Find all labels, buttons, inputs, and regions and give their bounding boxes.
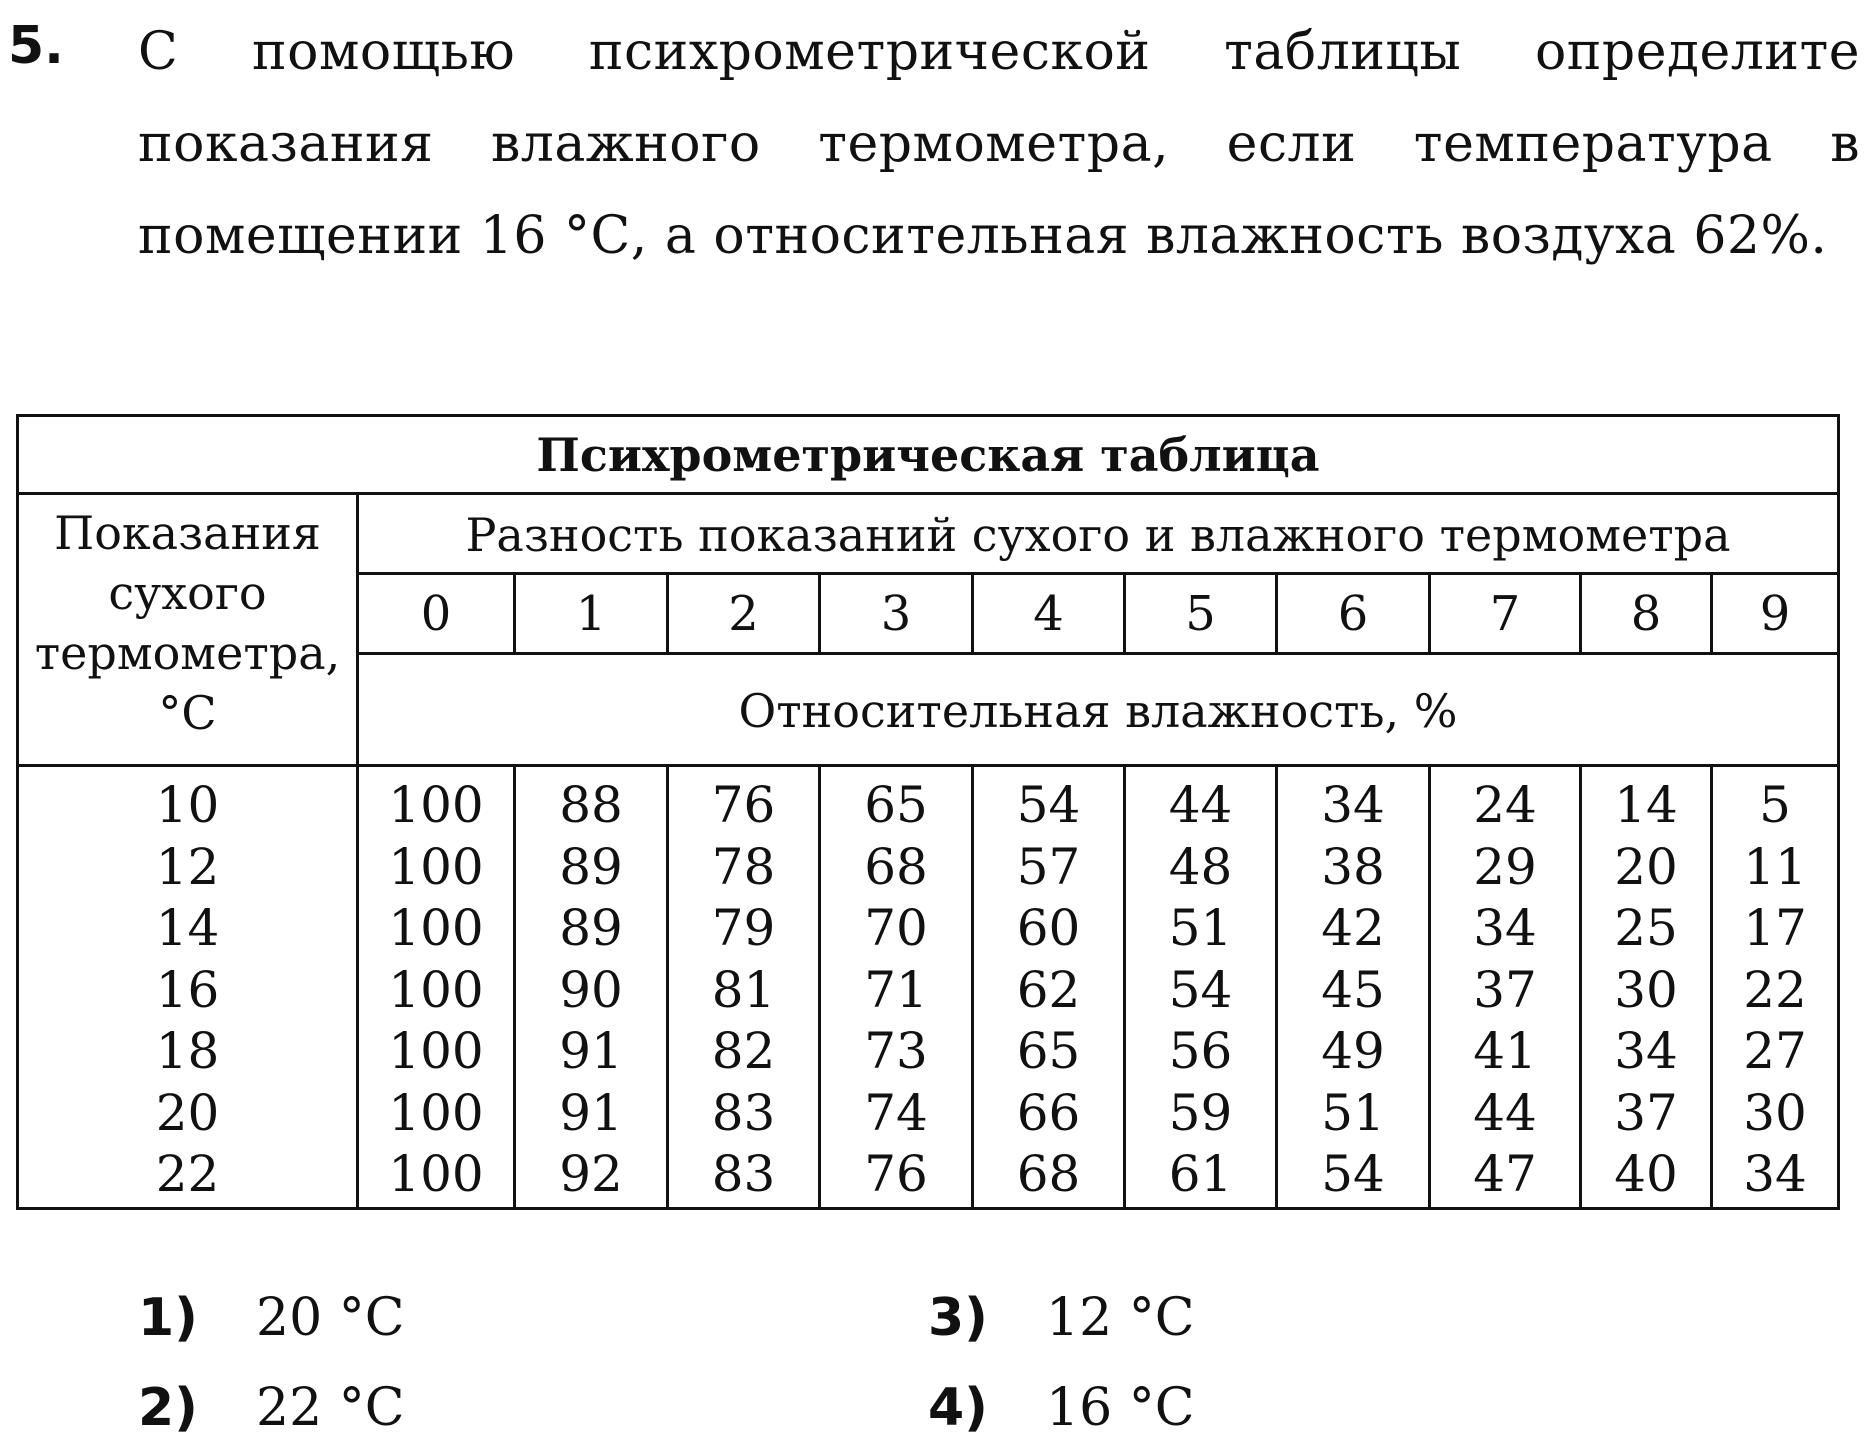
humidity-cell: 62 xyxy=(1016,960,1081,1019)
answer-option-3[interactable] xyxy=(928,1278,1194,1358)
humidity-cell: 54 xyxy=(1321,1145,1385,1203)
dry-temp-cell: 16 xyxy=(155,960,220,1019)
humidity-cell: 73 xyxy=(864,1022,928,1080)
humidity-cell: 42 xyxy=(1321,899,1385,957)
dry-temp-cell: 14 xyxy=(155,899,220,957)
humidity-cell: 30 xyxy=(1743,1083,1807,1142)
humidity-cell: 89 xyxy=(559,837,623,896)
table-title: Психрометрическая таблица xyxy=(19,417,1837,495)
dry-temp-cell: 18 xyxy=(155,1022,220,1080)
humidity-cell: 44 xyxy=(1473,1083,1537,1142)
answer-option-2[interactable] xyxy=(138,1368,404,1448)
diff-cell: 1 xyxy=(516,575,669,652)
humidity-cell: 11 xyxy=(1743,837,1807,896)
humidity-cell: 49 xyxy=(1321,1022,1385,1080)
humidity-cell: 24 xyxy=(1473,776,1537,834)
humidity-cell: 79 xyxy=(711,899,776,957)
humidity-cell: 68 xyxy=(1016,1145,1081,1203)
humidity-cell: 56 xyxy=(1168,1022,1233,1080)
humidity-cell: 22 xyxy=(1743,960,1807,1019)
answer-value: 12 °С xyxy=(1046,1288,1195,1348)
humidity-cell: 59 xyxy=(1168,1083,1233,1142)
humidity-cell: 41 xyxy=(1473,1022,1537,1080)
humidity-cell: 100 xyxy=(388,899,484,957)
humidity-cell: 29 xyxy=(1473,837,1537,896)
humidity-cell: 54 xyxy=(1168,960,1233,1019)
psychrometric-table xyxy=(16,414,1840,1210)
humidity-column xyxy=(516,767,669,1207)
humidity-cell: 100 xyxy=(388,1022,484,1080)
humidity-cell: 66 xyxy=(1016,1083,1081,1142)
diff-cell: 4 xyxy=(974,575,1126,652)
humidity-column xyxy=(1278,767,1431,1207)
humidity-cell: 34 xyxy=(1614,1022,1678,1080)
humidity-cell: 65 xyxy=(864,776,928,834)
humidity-cell: 88 xyxy=(559,776,623,834)
question-text: С помощью психрометрической таблицы определите показания влажного термометра, если температура в помещении 16 °С, а относительная влажность воздуха 62%. xyxy=(138,22,1860,266)
humidity-cell: 76 xyxy=(864,1145,928,1203)
dry-temp-cell: 22 xyxy=(155,1145,220,1203)
answer-number: 4) xyxy=(928,1378,988,1438)
diff-cell: 5 xyxy=(1126,575,1278,652)
answer-options xyxy=(0,1278,1868,1438)
humidity-cell: 89 xyxy=(559,899,623,957)
answer-number: 2) xyxy=(138,1378,198,1438)
humidity-cell: 100 xyxy=(388,776,484,834)
humidity-cell: 100 xyxy=(388,837,484,896)
question-number: 5. xyxy=(8,16,64,76)
answer-option-4[interactable] xyxy=(928,1368,1194,1448)
humidity-header: Относительная влажность, % xyxy=(359,655,1837,767)
humidity-cell: 37 xyxy=(1473,960,1537,1019)
humidity-cell: 47 xyxy=(1473,1145,1537,1203)
humidity-cell: 82 xyxy=(711,1022,776,1080)
humidity-cell: 57 xyxy=(1016,837,1081,896)
humidity-cell: 34 xyxy=(1321,776,1385,834)
answer-value: 22 °С xyxy=(256,1378,405,1438)
humidity-column xyxy=(821,767,974,1207)
humidity-cell: 90 xyxy=(559,960,623,1019)
humidity-cell: 5 xyxy=(1759,776,1791,834)
answer-value: 16 °С xyxy=(1046,1378,1195,1438)
humidity-cell: 65 xyxy=(1016,1022,1081,1080)
humidity-cell: 78 xyxy=(711,837,776,896)
humidity-cell: 30 xyxy=(1614,960,1678,1019)
answer-option-1[interactable] xyxy=(138,1278,404,1358)
humidity-cell: 100 xyxy=(388,1083,484,1142)
humidity-cell: 40 xyxy=(1614,1145,1678,1203)
difference-values-row xyxy=(359,575,1837,655)
humidity-cell: 14 xyxy=(1614,776,1678,834)
humidity-cell: 100 xyxy=(388,960,484,1019)
humidity-cell: 68 xyxy=(864,837,928,896)
humidity-cell: 92 xyxy=(559,1145,623,1203)
humidity-cell: 37 xyxy=(1614,1083,1678,1142)
humidity-cell: 83 xyxy=(711,1145,776,1203)
humidity-cell: 34 xyxy=(1743,1145,1807,1203)
humidity-cell: 48 xyxy=(1168,837,1233,896)
humidity-cell: 38 xyxy=(1321,837,1385,896)
dry-thermometer-header: Показания сухого термометра, °С xyxy=(19,495,359,767)
humidity-cell: 91 xyxy=(559,1083,623,1142)
humidity-cell: 81 xyxy=(711,960,776,1019)
diff-cell: 6 xyxy=(1278,575,1431,652)
humidity-cell: 51 xyxy=(1168,899,1233,957)
dry-temp-column xyxy=(19,767,359,1207)
humidity-cell: 76 xyxy=(711,776,776,834)
humidity-cell: 74 xyxy=(864,1083,928,1142)
humidity-column xyxy=(1713,767,1837,1207)
humidity-cell: 45 xyxy=(1321,960,1385,1019)
humidity-cell: 70 xyxy=(864,899,928,957)
diff-cell: 3 xyxy=(821,575,974,652)
humidity-cell: 83 xyxy=(711,1083,776,1142)
humidity-cell: 51 xyxy=(1321,1083,1385,1142)
humidity-column xyxy=(1126,767,1278,1207)
humidity-cell: 54 xyxy=(1016,776,1081,834)
humidity-cell: 25 xyxy=(1614,899,1678,957)
humidity-cell: 17 xyxy=(1743,899,1807,957)
humidity-column xyxy=(669,767,821,1207)
humidity-cell: 61 xyxy=(1168,1145,1233,1203)
humidity-cell: 60 xyxy=(1016,899,1081,957)
humidity-cell: 100 xyxy=(388,1145,484,1203)
humidity-cell: 71 xyxy=(864,960,928,1019)
answer-number: 1) xyxy=(138,1288,198,1348)
diff-cell: 8 xyxy=(1582,575,1713,652)
humidity-column xyxy=(359,767,516,1207)
humidity-cell: 20 xyxy=(1614,837,1678,896)
humidity-column xyxy=(1431,767,1582,1207)
humidity-cell: 91 xyxy=(559,1022,623,1080)
answer-number: 3) xyxy=(928,1288,988,1348)
answer-value: 20 °С xyxy=(256,1288,405,1348)
table-body xyxy=(19,767,1837,1207)
dry-temp-cell: 20 xyxy=(155,1083,220,1142)
humidity-cell: 34 xyxy=(1473,899,1537,957)
dry-temp-cell: 10 xyxy=(155,776,220,834)
diff-cell: 0 xyxy=(359,575,516,652)
dry-temp-cell: 12 xyxy=(155,837,220,896)
diff-cell: 2 xyxy=(669,575,821,652)
humidity-cell: 44 xyxy=(1168,776,1233,834)
diff-cell: 7 xyxy=(1431,575,1582,652)
humidity-cell: 27 xyxy=(1743,1022,1807,1080)
difference-header: Разность показаний сухого и влажного термометра xyxy=(359,495,1837,575)
humidity-column xyxy=(1582,767,1713,1207)
humidity-column xyxy=(974,767,1126,1207)
diff-cell: 9 xyxy=(1759,586,1791,642)
